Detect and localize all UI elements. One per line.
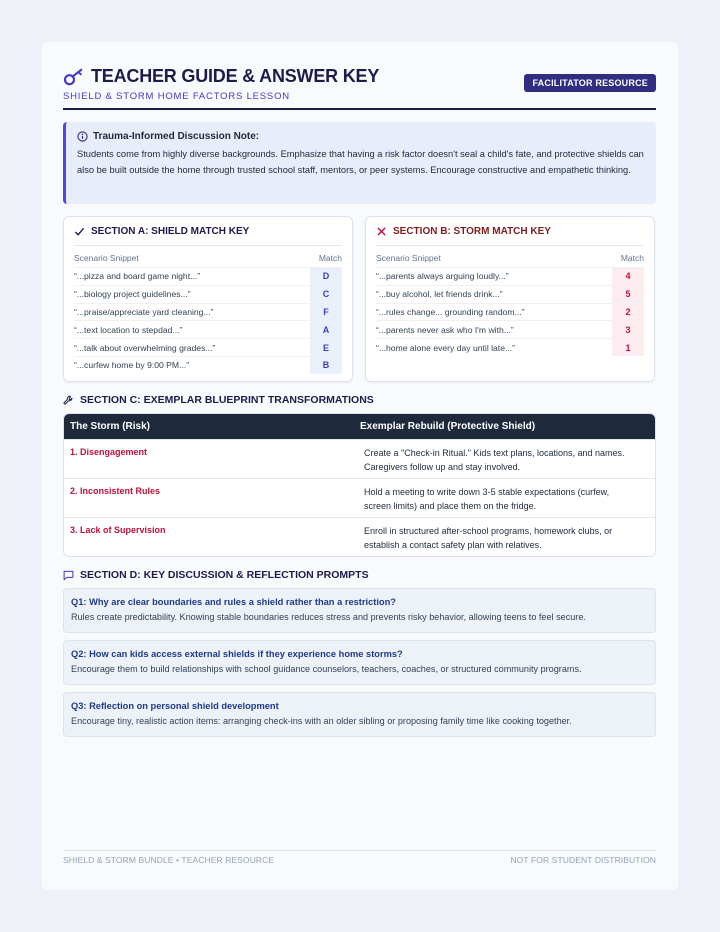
section-a-header	[74, 245, 342, 267]
page-footer	[63, 850, 656, 865]
rebuild-cell: Enroll in structured after-school programs, homework clubs, or establish a contact safety plan with relatives.	[364, 526, 613, 550]
key-row	[376, 285, 644, 303]
key-row	[376, 320, 644, 338]
chat-bubble-icon	[63, 570, 74, 581]
match-letter: D	[310, 268, 342, 285]
prompt-answer: Encourage them to build relationships with school guidance counselors, teachers, coaches, or structured community programs.	[71, 664, 582, 674]
snippet-text: “...rules change... grounding random...”	[376, 306, 525, 317]
prompt-card	[63, 640, 656, 685]
snippet-text: “...text location to stepdad...”	[74, 324, 183, 335]
match-letter: C	[310, 286, 342, 303]
section-a-title-row	[74, 226, 342, 237]
x-icon	[376, 226, 387, 237]
snippet-text: “...buy alcohol, let friends drink...”	[376, 289, 503, 300]
table-row	[64, 517, 655, 556]
col-match: Match	[318, 253, 342, 263]
match-letter: A	[310, 321, 342, 338]
footer-left: SHIELD & STORM BUNDLE • TEACHER RESOURCE	[63, 855, 275, 865]
page-content	[63, 66, 656, 737]
match-number: 3	[612, 321, 644, 338]
section-c	[63, 394, 656, 557]
snippet-text: “...parents always arguing loudly...”	[376, 271, 509, 282]
section-b-header	[376, 245, 644, 267]
snippet-text: “...curfew home by 9:00 PM...”	[74, 360, 190, 371]
document-page	[42, 42, 678, 890]
col-exemplar-rebuild: Exemplar Rebuild (Protective Shield)	[360, 421, 536, 432]
section-d	[63, 569, 656, 737]
key-icon	[63, 68, 85, 86]
col-storm-risk: The Storm (Risk)	[70, 421, 151, 432]
snippet-text: “...pizza and board game night...”	[74, 271, 201, 282]
note-title-row	[77, 131, 646, 142]
check-icon	[74, 226, 85, 237]
key-row	[376, 338, 644, 356]
table-row	[64, 439, 655, 478]
section-d-title-row	[63, 569, 656, 581]
section-d-title: SECTION D: KEY DISCUSSION & REFLECTION PROMPTS	[80, 569, 369, 581]
snippet-text: “...home alone every day until late...”	[376, 342, 516, 353]
storm-rows	[376, 267, 644, 356]
section-b-title: SECTION B: STORM MATCH KEY	[393, 226, 551, 237]
prompt-question: Q1: Why are clear boundaries and rules a shield rather than a restriction?	[71, 597, 396, 607]
facilitator-badge: FACILITATOR RESOURCE	[524, 74, 656, 92]
storm-match-key-card	[365, 216, 655, 382]
blueprint-table-header	[64, 414, 655, 439]
prompt-answer: Rules create predictability. Knowing stable boundaries reduces stress and prevents risky behavior, allowing teens to feel secure.	[71, 612, 586, 622]
match-number: 4	[612, 268, 644, 285]
match-number: 1	[612, 339, 644, 356]
key-row	[376, 303, 644, 321]
match-letter: E	[310, 339, 342, 356]
col-scenario-snippet: Scenario Snippet	[74, 253, 139, 263]
wrench-icon	[63, 395, 74, 406]
match-keys	[63, 216, 656, 382]
trauma-informed-note	[63, 122, 656, 204]
key-row	[74, 303, 342, 321]
prompt-answer: Encourage tiny, realistic action items: arranging check-ins with an older sibling or proposing family time like cooking together.	[71, 716, 572, 726]
snippet-text: “...biology project guidelines...”	[74, 289, 191, 300]
match-letter: F	[310, 304, 342, 321]
snippet-text: “...talk about overwhelming grades...”	[74, 342, 216, 353]
storm-risk-cell: 3. Lack of Supervision	[70, 525, 166, 535]
shield-match-key-card	[63, 216, 353, 382]
key-row	[376, 267, 644, 285]
key-row	[74, 320, 342, 338]
section-c-title-row	[63, 394, 656, 406]
key-row	[74, 267, 342, 285]
table-row	[64, 478, 655, 517]
prompt-card	[63, 588, 656, 633]
note-title: Trauma-Informed Discussion Note:	[93, 131, 260, 142]
note-body: Students come from highly diverse backgrounds. Emphasize that having a risk factor doesn't seal a child's fate, and protective shields can also be built outside the home through trusted school staff, mentors, or peer systems. Encourage constructive and empathetic thinking.	[77, 149, 644, 175]
blueprint-table	[63, 413, 656, 557]
footer-right: NOT FOR STUDENT DISTRIBUTION	[510, 855, 656, 865]
match-letter: B	[310, 357, 342, 374]
rebuild-cell: Hold a meeting to write down 3-5 stable expectations (curfew, screen limits) and place them on the fridge.	[364, 487, 610, 511]
key-row	[74, 356, 342, 374]
section-c-title: SECTION C: EXEMPLAR BLUEPRINT TRANSFORMATIONS	[80, 394, 374, 406]
snippet-text: “...praise/appreciate yard cleaning...”	[74, 306, 214, 317]
prompt-card	[63, 692, 656, 737]
match-number: 2	[612, 304, 644, 321]
prompt-question: Q2: How can kids access external shields if they experience home storms?	[71, 649, 403, 659]
section-a-title: SECTION A: SHIELD MATCH KEY	[91, 226, 250, 237]
col-scenario-snippet: Scenario Snippet	[376, 253, 441, 263]
snippet-text: “...parents never ask who I'm with...”	[376, 324, 514, 335]
prompt-question: Q3: Reflection on personal shield development	[71, 701, 279, 711]
key-row	[74, 338, 342, 356]
col-match: Match	[620, 253, 644, 263]
page-subtitle: SHIELD & STORM HOME FACTORS LESSON	[63, 91, 290, 102]
shield-rows	[74, 267, 342, 374]
key-row	[74, 285, 342, 303]
page-header	[63, 66, 656, 110]
storm-risk-cell: 1. Disengagement	[70, 447, 148, 457]
page-title: TEACHER GUIDE & ANSWER KEY	[91, 66, 380, 86]
info-icon	[77, 131, 88, 142]
rebuild-cell: Create a "Check-in Ritual." Kids text plans, locations, and names. Caregivers follow up and stay involved.	[364, 448, 625, 472]
section-b-title-row	[376, 226, 644, 237]
storm-risk-cell: 2. Inconsistent Rules	[70, 486, 161, 496]
match-number: 5	[612, 286, 644, 303]
